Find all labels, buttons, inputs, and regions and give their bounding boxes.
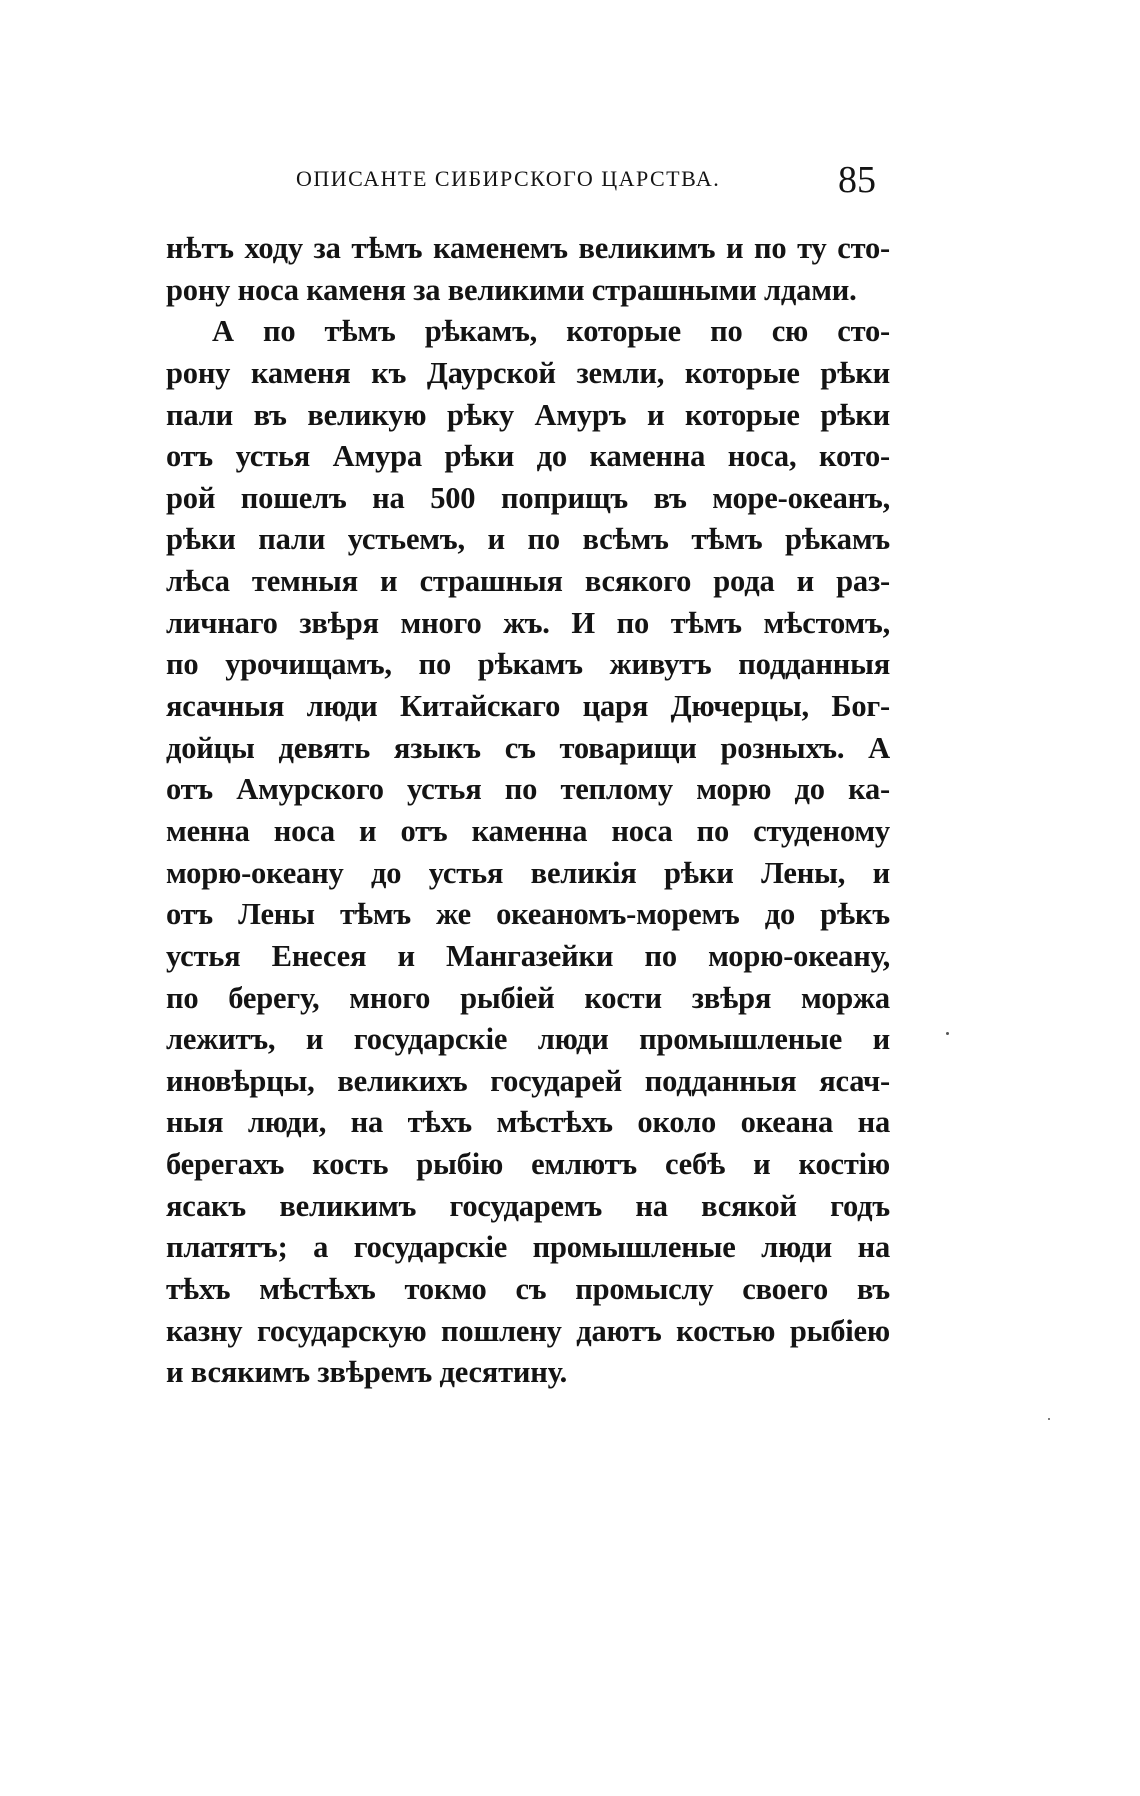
text-line: А по тѣмъ рѣкамъ, которые по сю сто- [212, 314, 890, 349]
text-line: отъ устья Амура рѣки до каменна носа, кото- [166, 439, 890, 474]
running-head-title: ОПИСАНТЕ СИБИРСКОГО ЦАРСТВА. [296, 166, 721, 191]
text-line: берегахъ кость рыбію емлютъ себѣ и костію [166, 1147, 890, 1182]
text-line: лѣса темныя и страшныя всякого рода и раз- [166, 564, 890, 599]
text-line: нѣтъ ходу за тѣмъ каменемъ великимъ и по ту сто- [166, 231, 890, 265]
text-line: рону носа каменя за великими страшными лдами. [166, 272, 857, 307]
body-text [166, 228, 890, 1394]
text-line: ясачныя люди Китайскаго царя Дючерцы, Бог- [166, 689, 890, 724]
text-line: дойцы девять языкъ съ товарищи розныхъ. А [166, 730, 890, 765]
text-line: морю-океану до устья великія рѣки Лены, и [166, 855, 890, 890]
text-line: рѣки пали устьемъ, и по всѣмъ тѣмъ рѣкамъ [166, 522, 890, 557]
text-line: рой пошелъ на 500 поприщъ въ море-океанъ, [166, 480, 890, 515]
text-line: рону каменя къ Даурской земли, которые рѣки [166, 355, 890, 390]
text-line: иновѣрцы, великихъ государей подданныя ясач- [166, 1063, 890, 1098]
text-line: менна носа и отъ каменна носа по студеному [166, 813, 890, 848]
text-line: устья Енесея и Мангазейки по морю-океану, [166, 938, 890, 973]
text-line: ныя люди, на тѣхъ мѣстѣхъ около океана на [166, 1105, 890, 1140]
text-line: личнаго звѣря много жъ. И по тѣмъ мѣстомъ, [166, 605, 890, 640]
text-line: по берегу, много рыбіей кости звѣря моржа [166, 980, 890, 1015]
text-line: ясакъ великимъ государемъ на всякой годъ [166, 1188, 890, 1223]
text-line: лежитъ, и государскіе люди промышленые и [166, 1022, 890, 1057]
scan-speck [1048, 1418, 1050, 1420]
scan-speck [946, 1032, 949, 1035]
text-line: тѣхъ мѣстѣхъ токмо съ промыслу своего въ [166, 1272, 890, 1307]
text-line: и всякимъ звѣремъ десятину. [166, 1355, 568, 1390]
text-line: платятъ; а государскіе промышленые люди на [166, 1230, 890, 1265]
text-line: отъ Амурского устья по теплому морю до ка- [166, 772, 890, 807]
text-line: отъ Лены тѣмъ же океаномъ-моремъ до рѣкъ [166, 897, 890, 932]
page-number: 85 [838, 159, 876, 201]
text-line: пали въ великую рѣку Амуръ и которые рѣки [166, 397, 890, 432]
text-line: казну государскую пошлену даютъ костью рыбіею [166, 1313, 890, 1348]
text-line: по урочищамъ, по рѣкамъ живутъ подданныя [166, 647, 890, 682]
